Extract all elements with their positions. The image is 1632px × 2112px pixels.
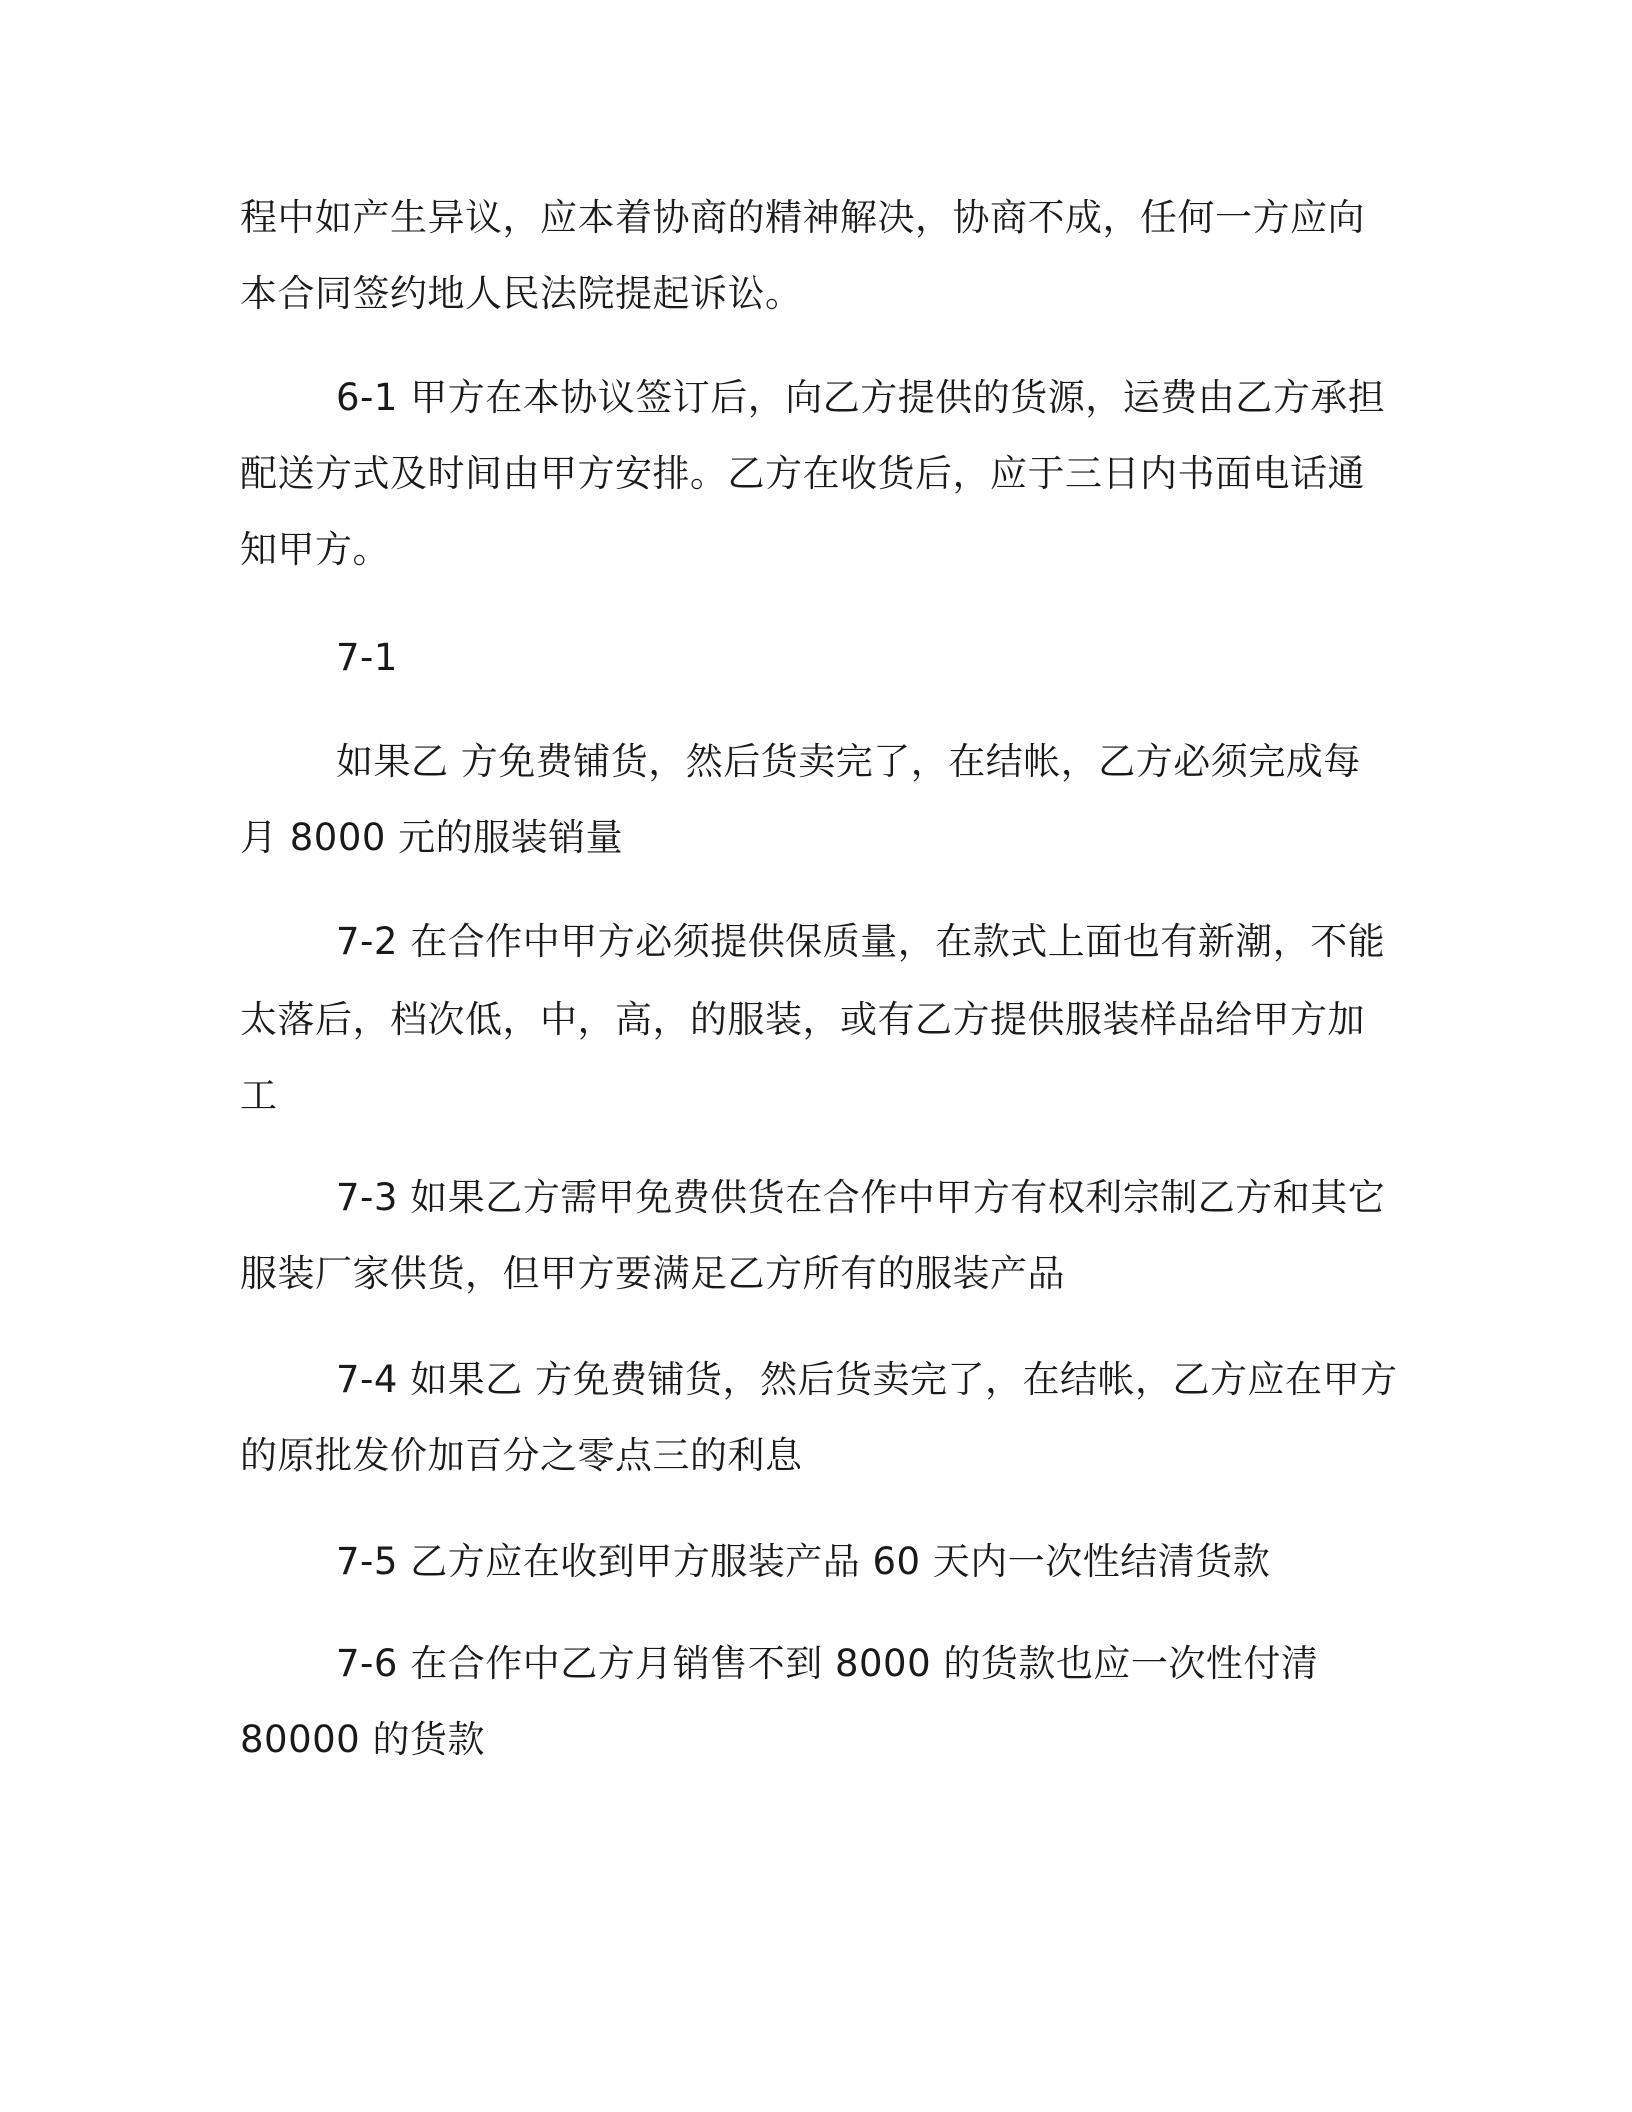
text-line: 太落后，档次低，中，高，的服装，或有乙方提供服装样品给甲方加 (240, 998, 1365, 1041)
text-line: 7-5 乙方应在收到甲方服装产品 60 天内一次性结清货款 (336, 1540, 1271, 1583)
text-line: 7-6 在合作中乙方月销售不到 8000 的货款也应一次性付清 (336, 1642, 1319, 1685)
text-line: 知甲方。 (240, 528, 390, 571)
text-line: 月 8000 元的服装销量 (240, 816, 624, 859)
clause-number: 7-1 (336, 636, 398, 679)
text-line: 程中如产生异议，应本着协商的精神解决，协商不成，任何一方应向 (240, 196, 1365, 239)
text-line: 6-1 甲方在本协议签订后，向乙方提供的货源，运费由乙方承担 (336, 376, 1386, 419)
text-line: 的原批发价加百分之零点三的利息 (240, 1434, 803, 1477)
text-line: 如果乙 方免费铺货，然后货卖完了，在结帐，乙方必须完成每 (336, 740, 1361, 783)
text-line: 服装厂家供货，但甲方要满足乙方所有的服装产品 (240, 1252, 1065, 1295)
text-line: 配送方式及时间由甲方安排。乙方在收货后，应于三日内书面电话通 (240, 452, 1365, 495)
text-line: 7-2 在合作中甲方必须提供保质量，在款式上面也有新潮，不能 (336, 920, 1386, 963)
text-line: 7-4 如果乙 方免费铺货，然后货卖完了，在结帐，乙方应在甲方 (336, 1358, 1398, 1401)
text-line: 工 (240, 1074, 278, 1117)
text-line: 80000 的货款 (240, 1718, 485, 1761)
text-line: 本合同签约地人民法院提起诉讼。 (240, 272, 803, 315)
text-line: 7-3 如果乙方需甲免费供货在合作中甲方有权利宗制乙方和其它 (336, 1176, 1386, 1219)
